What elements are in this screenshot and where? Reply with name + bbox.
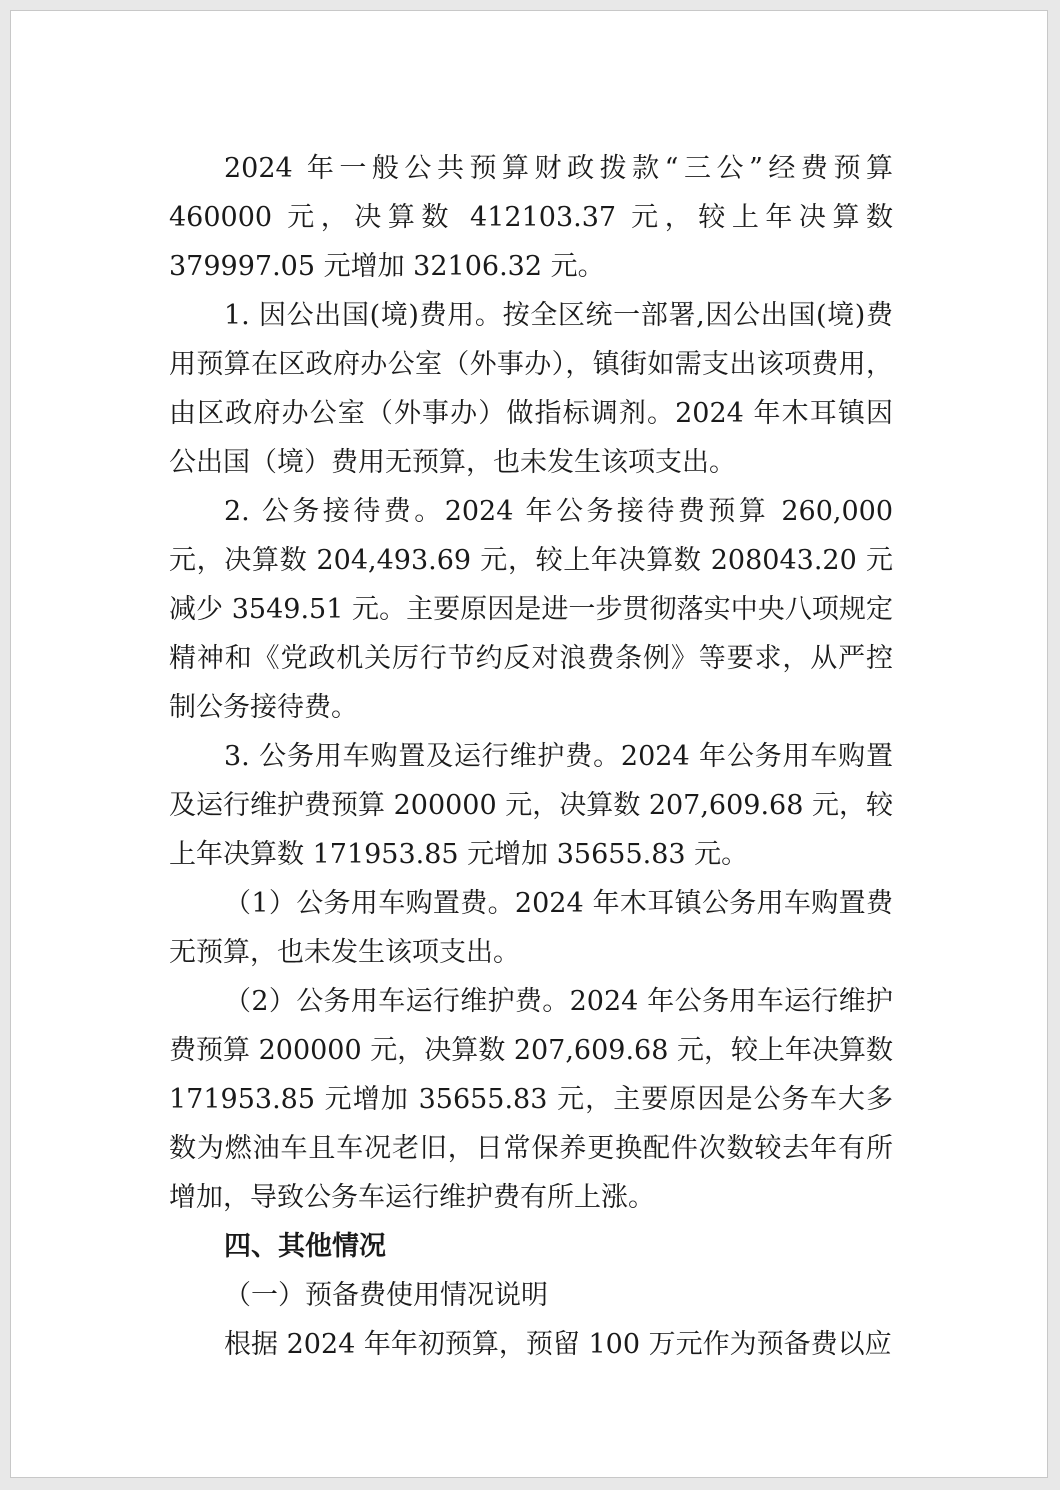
paragraph-three-public-expenses-summary: 2024 年一般公共预算财政拨款“三公”经费预算 460000 元，决算数 412103.37 元，较上年决算数 379997.05 元增加 32106.32 元。: [169, 153, 893, 282]
paragraph-vehicle-maintenance-expenses: （2）公务用车运行维护费。2024 年公务用车运行维护费预算 200000 元，决算数 207,609.68 元，较上年决算数 171953.85 元增加 35655.83 元，主要原因是公务车大多数为燃油车且车况老旧，日常保养更换配件次数较去年有所增加，导致公务车运行维护费有所上涨。: [169, 986, 893, 1213]
paragraph-overseas-travel-expenses: 1. 因公出国(境)费用。按全区统一部署,因公出国(境)费用预算在区政府办公室（外事办），镇街如需支出该项费用，由区政府办公室（外事办）做指标调剂。2024 年木耳镇因公出国（境）费用无预算，也未发生该项支出。: [169, 300, 893, 478]
subsection-heading-reserve-fund: （一）预备费使用情况说明: [224, 1280, 548, 1311]
paragraph-reserve-fund: 根据 2024 年年初预算，预留 100 万元作为预备费以应: [224, 1329, 892, 1360]
paragraph-official-reception-expenses: 2. 公务接待费。2024 年公务接待费预算 260,000 元，决算数 204,493.69 元，较上年决算数 208043.20 元减少 3549.51 元。主要原因是进一步贯彻落实中央八项规定精神和《党政机关厉行节约反对浪费条例》等要求，从严控制公务接待费。: [169, 496, 893, 723]
paragraph-official-vehicle-expenses: 3. 公务用车购置及运行维护费。2024 年公务用车购置及运行维护费预算 200000 元，决算数 207,609.68 元，较上年决算数 171953.85 元增加 35655.83 元。: [169, 741, 893, 870]
document-page: [10, 10, 1048, 1478]
section-heading-other: 四、其他情况: [224, 1231, 386, 1262]
paragraph-vehicle-purchase-expenses: （1）公务用车购置费。2024 年木耳镇公务用车购置费无预算，也未发生该项支出。: [169, 888, 893, 968]
document-body: [169, 144, 893, 1369]
